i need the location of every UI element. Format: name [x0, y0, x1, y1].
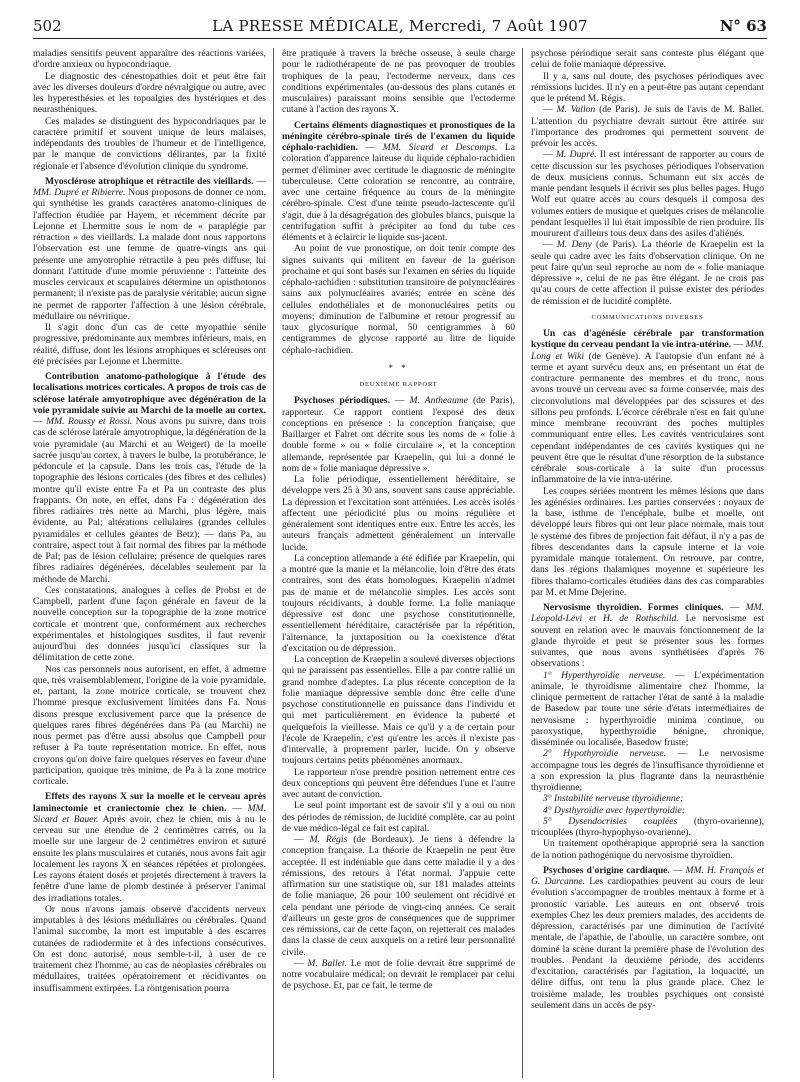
discussion-ballet: — M. Ballet. Le mot de folie devrait être supprimé de notre vocabulaire médical; on devrait le remplacer par celui de psychose. Et, par ce fait, le terme de: [282, 957, 515, 992]
article-meningite: Certains éléments diagnostiques et pronostiques de la méningite cérébro-spinale tirés de l'examen du liquide céphalo-rachidien. — MM. Sicard et Descomps. La coloration d'apparence laiteuse du liquide céphalo-rachidien permet d'éliminer avec certitude le diagnostic de méningite tuberculeuse. Cette coloration se rencontre, au contraire, avec une certaine fréquence au cours de la méningite cérébro-spinale. C'est d'une teinte pseudo-lactescente qu'il s'agit, due à la désagrégation des globules blancs, puisque la centrifugation suffit à précipiter au fond du tube ces éléments et à éclaircir le liquide sus-jacent.: [282, 119, 515, 243]
paragraph: Ces malades se distinguent des hypocondriaques par le caractère primitif et souvent unique de leurs malaises, indépendants des troubles de l'humeur et de l'intelligence, par le manque de convictions délirantes, par la fixité régionale et l'absence d'évolution clinique du syndrome.: [33, 115, 266, 172]
speaker-text: (de Paris). Je suis de l'avis de M. Ballet. L'attention du psychiatre devrait surtout être attirée sur l'importance des prodromes qui permettent souvent de prévoir les accès.: [531, 104, 764, 149]
article-nervosisme: Nervosisme thyroïdien. Formes cliniques. — MM. Léopold-Lévi et H. de Rothschild. Le nervosisme est souvent en relation avec le mauvais fonctionnement de la glande thyroïde et peut se présenter sous les formes suivantes, que nous avons synthétisées d'après 76 observations :: [531, 602, 764, 670]
item-label: 1° Hyperthyroïdie nerveuse.: [543, 669, 666, 681]
article-title: Certains éléments diagnostiques et pronostiques de la méningite cérébro-spinale tirés de l'examen du liquide céphalo-rachidien.: [282, 119, 515, 153]
column-1: [33, 48, 266, 1078]
paragraph: Le seul point important est de savoir s'il y a oui ou non des périodes de rémission, de lucidité complète, car au point de vue médico-légal ce fait est capital.: [282, 800, 515, 834]
speaker-text: (de Paris). La théorie de Kraepelin est la seule qui cadre avec les faits d'observation clinique. On ne peut faire qu'un seul reproche au nom de « folie maniaque dépressive », celui de ne pas être élégant. Je ne crois pas qu'au cours de cette affection il puisse exister des périodes de rémission et de lucidité complète.: [531, 239, 764, 307]
paragraph: Le rapporteur n'ose prendre position nettement entre ces deux conceptions qui peuvent être défendues l'une et l'autre avec autant de conviction.: [282, 766, 515, 800]
item-label: 3° Instabilité nerveuse thyroïdienne;: [543, 793, 684, 805]
section-separator: * *: [388, 362, 409, 373]
discussion-deny: — M. Deny (de Paris). La théorie de Kraepelin est la seule qui cadre avec les faits d'observation clinique. On ne peut faire qu'un seul reproche au nom de « folie maniaque dépressive », celui de ne pas être élégant. Je ne crois pas qu'au cours de cette affection il puisse exister des périodes de rémission et de lucidité complète.: [531, 239, 764, 307]
speaker-name: M. Deny: [556, 239, 592, 251]
paragraph: La conception allemande a été édifiée par Kraepelin, qui a montré que la manie et la mélancolie, loin d'être des états contraires, sont des états homologues. Kraepelin n'admet pas de manie et de mélancolie simples. Les accès sont toujours récidivants, à double forme. La folie maniaque dépressive est donc une psychose constitutionnelle, essentiellement héréditaire, caractérisée par la répétition, l'alternance, la juxtaposition ou la coexistence d'état d'excitation ou de dépression.: [282, 552, 515, 654]
article-authors: MM. Roussy et Rossi.: [46, 416, 133, 427]
column-2: [282, 48, 515, 1078]
article-body: Nous proposons de donner ce nom, qui synthétise les grands caractères anatomo-cliniques de l'affection étudiée par Hayem, et récemment décrite par Lejonne et Lhermitte sous le nom de « paraplégie par rétraction » des vieillards. La malade dont nous rapportons l'observation est une femme de quatre-vingts ans qui présente une amyotrophie rétractile à peu près diffuse, lui donnant l'attitude d'une momie péruvienne : l'atteinte des muscles cervicaux et scapulaires détermine un opisthotonos permanent; il n'existe pas de paralysie véritable; aucun signe ne permet de rapporter l'affection à une lésion cérébrale, médullaire ou névritique.: [33, 187, 266, 322]
section-subhead: DEUXIÈME RAPPORT: [359, 381, 438, 388]
article-title: Contribution anatomo-pathologique à l'étude des localisations motrices corticales. A propos de trois cas de sclérose latérale amyotrophique avec dégénération de la voie pyramidale suivie au Marchi de la moelle au cortex.: [33, 371, 266, 416]
article-rayons-x: Effets des rayons X sur la moelle et le cerveau après laminectomie et craniectomie chez le chien. — MM. Sicard et Bauer. Après avoir, chez le chien, mis à nu le cerveau sur une étendue de 2 centimètres carrés, ou la moelle sur une largeur de 2 centimètres environ et suturé ensuite les plans musculaires et cutanés, nous avons fait agir localement les rayons X en séances répétées et prolongées. Les rayons étaient dosés et projetés directement à travers la fenêtre d'une lame de plomb destinée à préserver l'animal des irradiations totales.: [33, 791, 266, 904]
list-item: 1° Hyperthyroïdie nerveuse. — L'expérimentation animale, le thyroïdisme alimentaire chez l'homme, la clinique permettent de rattacher l'état de santé à la maladie de Basedow par toute une série d'états intermédiaires de nervosisme : hyperthyroïdie minima continue, ou paroxystique, hyperthyroïdie bénigne, chronique, disséminée ou localisée, Basedow fruste;: [531, 669, 764, 748]
item-body: L'expérimentation animale, le thyroïdisme alimentaire chez l'homme, la clinique permettent de rattacher l'état de santé à la maladie de Basedow par toute une série d'états intermédiaires de nervosisme : hyperthyroïdie minima continue, ou paroxystique, hyperthyroïdie bénigne, chronique, disséminée ou localisée, Basedow fruste;: [531, 669, 764, 748]
paragraph: Nos cas personnels nous autorisent, en effet, à admettre que, très vraisemblablement, l'origine de la voie pyramidale, et, partant, la zone motrice corticale, se trouvent chez l'homme presque exclusivement limitées dans Fa. Nous disons presque exclusivement parce que la présence de quelques rares fibres dégénérées dans Pa (au Marchi) ne nous permet pas d'être aussi absolus que Campbell pour refuser à Pa toute représentation motrice. En effet, nous croyons qu'on doive faire quelques réserves en faveur d'une participation, quoique très minime, de Pa à la zone motrice corticale.: [33, 663, 266, 787]
column-3: [531, 48, 764, 1078]
issue-number: N° 63: [719, 17, 767, 35]
paragraph: Il y a, sans nul doute, des psychoses périodiques avec rémissions lucides. Il n'y en a peut-être pas autant cependant que le prétend M. Régis.: [531, 70, 764, 104]
forms-list: [531, 670, 764, 839]
speaker-text: Le mot de folie devrait être supprimé de notre vocabulaire médical; on devrait le remplacer par celui de psychose. Et, par ce fait, le terme de: [282, 957, 515, 992]
article-authors: M. Antheaume: [409, 395, 468, 407]
journal-title: LA PRESSE MÉDICALE, Mercredi, 7 Août 1907: [212, 17, 588, 35]
article-authors: MM. Sicard et Bauer.: [33, 802, 266, 825]
article-localisations-motrices: Contribution anatomo-pathologique à l'étude des localisations motrices corticales. A propos de trois cas de sclérose latérale amyotrophique avec dégénération de la voie pyramidale suivie au Marchi de la moelle au cortex. — MM. Roussy et Rossi. Nous avons pu suivre, dans trois cas de sclérose latérale amyotrophique, la dégénération de la voie pyramidale (au Marchi et au Weigert) de la moelle sacrée jusqu'au cortex, à travers le bulbe, la protubérance, le pédoncule et la capsule. Dans les trois cas, l'étude de la topographie des lésions corticales (des fibres et des cellules) montre qu'il existe entre Fa et Pa un contraste des plus frappants. On note, en effet, dans Fa : dégénération des fibres radiaires très nette au Marchi, plus légère, mais évidente, au Pal; altérations cellulaires (grandes cellules pyramidales et cellules géantes de Betz); — dans Pa, au contraire, aspect tout à fait normal des fibres par la méthode de Pal; pas de lésion cellulaire; présence de quelques rares fibres radiaires dégénérées, décelables seulement par la méthode de Marchi.: [33, 371, 266, 585]
list-item: [531, 805, 764, 816]
article-agenesie: Un cas d'agénésie cérébrale par transformation kystique du cerveau pendant la vie intra-utérine. — MM. Long et Wiki (de Genève). A l'autopsie d'un enfant né à terme et ayant survécu deux ans, en présentant un état de contracture permanente des membres et du tronc, nous avons trouvé un cerveau avec sa forme conservée, mais des circonvolutions mal développées par des scissures et des sillons peu profonds. L'écorce cérébrale n'est en fait qu'une mince membrane recouvrant des poches multiples communiquant entre elles. Les cavités ventriculaires sont cependant indépendantes de ces cavités kystiques qui ne peuvent être que le résultat d'une résorption de la substance cérébrale sous-corticale à la suite d'un processus inflammatoire de la vie intra-utérine.: [531, 328, 764, 486]
article-authors: MM. H. François et G. Darcanne.: [531, 864, 764, 887]
item-label: 4° Dysthyroïdie avec hyperthyroïdie;: [543, 804, 685, 816]
discussion-vallon: — M. Vallon (de Paris). Je suis de l'avis de M. Ballet. L'attention du psychiatre devrait surtout être attirée sur l'importance des prodromes qui permettent souvent de prévoir les accès.: [531, 104, 764, 149]
article-title: Un cas d'agénésie cérébrale par transformation kystique du cerveau pendant la vie intra-utérine.: [531, 328, 764, 351]
article-title: Psychoses d'origine cardiaque.: [543, 864, 670, 876]
paragraph: Or nous n'avons jamais observé d'accidents nerveux imputables à des lésions médullaires ou cérébrales. Quand l'animal succombe, la mort est imputable à des escarres cutanées de radiodermite et à des infections consécutives. On est donc autorisé, nous semble-t-il, à user de ce traitement chez l'homme, au cas de néoplasies cérébrales ou médullaires, traitées opératoirement et récidivantes ou insuffisamment extirpées. La röntgenisation pourra: [33, 903, 266, 994]
article-authors: MM. Long et Wiki: [531, 339, 764, 362]
paragraph: être pratiquée à travers la brèche osseuse, à seule charge pour le radiothérapeute de ne pas provoquer de troubles trophiques de la peau, l'ectoderme nerveux, dans ces conditions expérimentales (au-dessous des plans cutanés et musculaires) paraissant moins sensible que l'ectoderme cutané à l'action des rayons X.: [282, 48, 515, 116]
article-psychoses-periodiques: Psychoses périodiques. — M. Antheaume (de Paris), rapporteur. Ce rapport contient l'exposé des deux conceptions en présence : la conception française, que Baillarger et Falret ont décrite sous les noms de « folie à double forme » ou « folie circulaire », et la conception allemande, représentée par Kraepelin, qui lui a donné le nom de « folie maniaque dépressive ».: [282, 395, 515, 474]
paragraph: Le diagnostic des cénestopathies doit et peut être fait avec les diverses douleurs d'ordre névralgique ou autre, avec les hyperesthésies et les topoalgies des hystériques et des neurasthéniques.: [33, 70, 266, 116]
article-body: Après avoir, chez le chien, mis à nu le cerveau sur une étendue de 2 centimètres carrés, ou la moelle sur une largeur de 2 centimètres environ et suturé ensuite les plans musculaires et cutanés, nous avons fait agir localement les rayons X en séances répétées et prolongées. Les rayons étaient dosés et projetés directement à travers la fenêtre d'une lame de plomb destinée à préserver l'animal des irradiations totales.: [33, 813, 266, 904]
article-body: (de Genève). A l'autopsie d'un enfant né à terme et ayant survécu deux ans, en présentant un état de contracture permanente des membres et du tronc, nous avons trouvé un cerveau avec sa forme conservée, mais des circonvolutions mal développées par des scissures et des sillons peu profonds. L'écorce cérébrale n'est en fait qu'une mince membrane recouvrant des poches multiples communiquant entre elles. Les cavités ventriculaires sont cependant indépendantes de ces cavités kystiques qui ne peuvent être que le résultat d'une résorption de la substance cérébrale sous-corticale à la suite d'un processus inflammatoire de la vie intra-utérine.: [531, 350, 764, 486]
paragraph: La conception de Kraepelin a soulevé diverses objections qui ne paraissent pas essentielles. Elle a par contre rallié un grand nombre d'adeptes. La plus récente conception de la folie maniaque dépressive semble donc être celle d'une psychose constitutionnelle en puissance dans l'individu et qui met particulièrement en évidence la puberté et quelquefois la vieillesse. Mais ce qu'il y a de certain pour l'école de Kraepelin, c'est qu'entre les accès il n'existe pas d'intervalle, à proprement parler, lucide. On y observe toujours certains petits phénomènes anormaux.: [282, 654, 515, 767]
article-myosclerose: Myosclérose atrophique et rétractile des vieillards. — MM. Dupré et Ribierre. Nous proposons de donner ce nom, qui synthétise les grands caractères anatomo-cliniques de l'affection étudiée par Hayem, et récemment décrite par Lejonne et Lhermitte sous le nom de « paraplégie par rétraction » des vieillards. La malade dont nous rapportons l'observation est une femme de quatre-vingts ans qui présente une amyotrophie rétractile à peu près diffuse, lui donnant l'attitude d'une momie péruvienne : l'atteinte des muscles cervicaux et scapulaires détermine un opisthotonos permanent; il n'existe pas de paralysie véritable; aucun signe ne permet de rapporter l'affection à une lésion cérébrale, médullaire ou névritique.: [33, 175, 266, 322]
speaker-text: Il est intéressant de rapporter au cours de cette discussion sur les psychoses périodiques l'observation de deux musiciens connus. Schumann eut six accès de manie pendant lesquels il écrivit ses plus belles pages. Hugo Wolf eut quatre accès au cours desquels il composa des volumes entiers de musique et quelques crises de mélancolie pendant lesquelles il lui était impossible de rien produire. Ils moururent d'ailleurs tous deux dans des asiles d'aliénés.: [531, 149, 764, 239]
paragraph: maladies sensitifs peuvent apparaître des réactions variées, d'ordre anxieux ou hypocondriaque.: [33, 48, 266, 71]
paragraph: Au point de vue pronostique, on doit tenir compte des signes suivants qui militent en faveur de la guérison prochaine et qui sont basés sur l'examen en séries du liquide céphalo-rachidien : substitution transitoire de polynucléaires sains aux polynucléaires avariés; entrée en scène des cellules endothéliales et de mononucléaires petits ou moyens; diminution de l'albumine et retour progressif au taux glycosurique normal, 50 centigrammes à 60 centigrammes de glycose rapporté au litre de liquide céphalo-rachidien.: [282, 243, 515, 356]
article-body: Le nervosisme est souvent en relation avec le mauvais fonctionnement de la glande thyroïde et peut se présenter sous les formes suivantes, que nous avons synthétisées d'après 76 observations :: [531, 613, 764, 670]
list-item: [531, 793, 764, 804]
article-body: (de Paris), rapporteur. Ce rapport contient l'exposé des deux conceptions en présence : la conception française, que Baillarger et Falret ont décrite sous les noms de « folie à double forme » ou « folie circulaire », et la conception allemande, représentée par Kraepelin, qui lui a donné le nom de « folie maniaque dépressive ».: [282, 395, 515, 474]
section-subhead: COMMUNICATIONS DIVERSES: [591, 313, 704, 321]
list-item: [531, 816, 764, 839]
paragraph: Ces constatations, analogues à celles de Probst et de Campbell, parlent d'une façon générale en faveur de la nouvelle conception sur la topographie de la zone motrice corticale et montrent que, conformément aux recherches expérimentales et histologiques susdites, il faut revenir aujourd'hui des données jusqu'ici classiques sur la délimitation de cette zone.: [33, 584, 266, 664]
list-item: 2° Hypothyroïdie nerveuse. — Le nervosisme accompagne tous les degrés de l'insuffisance thyroïdienne et a son expression la plus flagrante dans la neurasthénie thyroïdienne;: [531, 748, 764, 793]
paragraph: Il s'agit donc d'un cas de cette myopathie sénile progressive, prédominante aux membres inférieurs, mais, en réalité, diffuse, dont les lésions atrophiques et scléreuses ont été précisées par Lejonne et Lhermitte.: [33, 322, 266, 367]
column-divider: [522, 48, 523, 1078]
article-title: Effets des rayons X sur la moelle et le cerveau après laminectomie et craniectomie chez le chien.: [33, 791, 266, 814]
article-title: Myosclérose atrophique et rétractile des vieillards.: [45, 175, 254, 187]
paragraph: Les coupes sériées montrent les mêmes lésions que dans les agénésies ordinaires. Les parties conservées : noyaux de la base, isthme de l'encéphale, bulbe et moelle, ont développé leurs fibres qui ont leur place normale, mais tout le système des fibres de projection fait défaut, il n'y a pas de fibres descendantes dans la capsule interne et la voie pyramidale manque totalement. On retrouve, par contre, dans les régions thalamiques moyenne et supérieure les fibres thalamo-corticales étudiées dans des cas comparables par M. et Mme Dejerine.: [531, 485, 764, 598]
speaker-name: M. Ballet.: [307, 957, 347, 969]
paragraph: Un traitement opothérapique approprié sera la sanction de la notion pathogénique du nervosisme thyroïdien.: [531, 838, 764, 861]
item-label: 2° Hypothyroïdie nerveuse.: [543, 748, 667, 760]
discussion-dupre: — M. Dupré. Il est intéressant de rapporter au cours de cette discussion sur les psychoses périodiques l'observation de deux musiciens connus. Schumann eut six accès de manie pendant lesquels il écrivit ses plus belles pages. Hugo Wolf eut quatre accès au cours desquels il composa des volumes entiers de musique et quelques crises de mélancolie pendant lesquelles il lui était impossible de rien produire. Ils moururent d'ailleurs tous deux dans des asiles d'aliénés.: [531, 149, 764, 239]
article-title: Psychoses périodiques.: [294, 395, 390, 407]
article-body: Les cardiopathies peuvent au cours de leur évolution s'accompagner de troubles mentaux à forme et à pronostic variable. Les auteurs en ont observé trois exemples Chez les deux premiers malades, des accidents de dépression, caractérisés par une diminution de l'activité mentale, de l'apathie, de l'aboulie, un caractère sombre, ont dominé la scène durant la première phase de l'évolution des troubles. Pendant la deuxième période, des accidents d'excitation, caractérisés par l'agitation, la loquacité, un délire diffus, ont tenu la plus grande place. Chez le troisième malade, les troubles psychiques ont consisté seulement dans un accès de psy-: [531, 876, 764, 1011]
item-label: 5° Dysendocrisies couplées: [543, 815, 678, 827]
page-number: 502: [33, 17, 62, 35]
paragraph: La folie périodique, essentiellement héréditaire, se développe vers 25 à 30 ans, souvent sans cause appréciable. La dépression et l'excitation sont atténuées. Les accès isolés affectent une périodicité plus ou moins régulière et généralement sont identiques entre eux. Entre les accès, les auteurs français admettent généralement un intervalle lucide.: [282, 474, 515, 553]
article-authors: MM. Sicard et Descomps.: [382, 142, 498, 153]
article-authors: MM. Léopold-Lévi et H. de Rothschild.: [531, 602, 764, 625]
article-body: La coloration d'apparence laiteuse du liquide céphalo-rachidien permet d'éliminer avec certitude le diagnostic de méningite tuberculeuse. Cette coloration se rencontre, au contraire, avec une certaine fréquence au cours de la méningite cérébro-spinale. C'est d'une teinte pseudo-lactescente qu'il s'agit, due à la désagrégation des globules blancs, puisque la centrifugation suffit à précipiter au fond du tube ces éléments et à éclaircir le liquide sus-jacent.: [282, 142, 515, 243]
article-body: Nous avons pu suivre, dans trois cas de sclérose latérale amyotrophique, la dégénération de la voie pyramidale (au Marchi et au Weigert) de la moelle sacrée jusqu'au cortex, à travers le bulbe, la protubérance, le pédoncule et la capsule. Dans les trois cas, l'étude de la topographie des lésions corticales (des fibres et des cellules) montre qu'il existe entre Fa et Pa un contraste des plus frappants. On note, en effet, dans Fa : dégénération des fibres radiaires très nette au Marchi, plus légère, mais évidente, au Pal; altérations cellulaires (grandes cellules pyramidales et cellules géantes de Betz); — dans Pa, au contraire, aspect tout à fait normal des fibres par la méthode de Pal; pas de lésion cellulaire; présence de quelques rares fibres radiaires dégénérées, décelables seulement par la méthode de Marchi.: [33, 416, 266, 585]
item-body: Le nervosisme accompagne tous les degrés de l'insuffisance thyroïdienne et a son expression la plus flagrante dans la neurasthénie thyroïdienne;: [531, 748, 764, 793]
speaker-text: (de Bordeaux). Je tiens à défendre la conception française. La théorie de Kraepelin ne peut être acceptée. Il est indéniable que dans cette maladie il y a des rémissions, des retours à l'état normal. J'appuie cette affirmation sur une statistique où, sur 181 malades atteints de folie maniaque, 26 pour 100 seulement ont récidivé et cela pendant une période de vingt-cinq années. Ce serait d'ailleurs un geste gros de conséquences que de supprimer ces rémissions, car de cette façon, on rejetterait ces malades dans la classe de ceux auxquels on a retiré leur personnalité civile.: [282, 834, 515, 958]
article-title: Nervosisme thyroïdien. Formes cliniques.: [543, 602, 724, 613]
page-header: [33, 14, 767, 39]
speaker-name: M. Régis: [309, 834, 348, 845]
article-authors: MM. Dupré et Ribierre.: [33, 187, 126, 198]
paragraph: psychose périodique serait sans conteste plus élégant que celui de folie maniaque dépressive.: [531, 48, 764, 71]
discussion-regis: — M. Régis (de Bordeaux). Je tiens à défendre la conception française. La théorie de Kraepelin ne peut être acceptée. Il est indéniable que dans cette maladie il y a des rémissions, des retours à l'état normal. J'appuie cette affirmation sur une statistique où, sur 181 malades atteints de folie maniaque, 26 pour 100 seulement ont récidivé et cela pendant une période de vingt-cinq années. Ce serait d'ailleurs un geste gros de conséquences que de supprimer ces rémissions, car de cette façon, on rejetterait ces malades dans la classe de ceux auxquels on a retiré leur personnalité civile.: [282, 834, 515, 958]
speaker-name: M. Vallon: [556, 104, 596, 116]
article-psychoses-cardiaques: Psychoses d'origine cardiaque. — MM. H. François et G. Darcanne. Les cardiopathies peuvent au cours de leur évolution s'accompagner de troubles mentaux à forme et à pronostic variable. Les auteurs en ont observé trois exemples Chez les deux premiers malades, des accidents de dépression, caractérisés par une diminution de l'activité mentale, de l'apathie, de l'aboulie, un caractère sombre, ont dominé la scène durant la première phase de l'évolution des troubles. Pendant la deuxième période, des accidents d'excitation, caractérisés par l'agitation, la loquacité, un délire diffus, ont tenu la plus grande place. Chez le troisième malade, les troubles psychiques ont consisté seulement dans un accès de psy-: [531, 864, 764, 1011]
column-divider: [273, 48, 274, 1078]
item-body: (thyro-ovarienne), tricouplées (thyro-hypophyso-ovarienne).: [531, 815, 764, 838]
speaker-name: M. Dupré.: [555, 149, 597, 161]
